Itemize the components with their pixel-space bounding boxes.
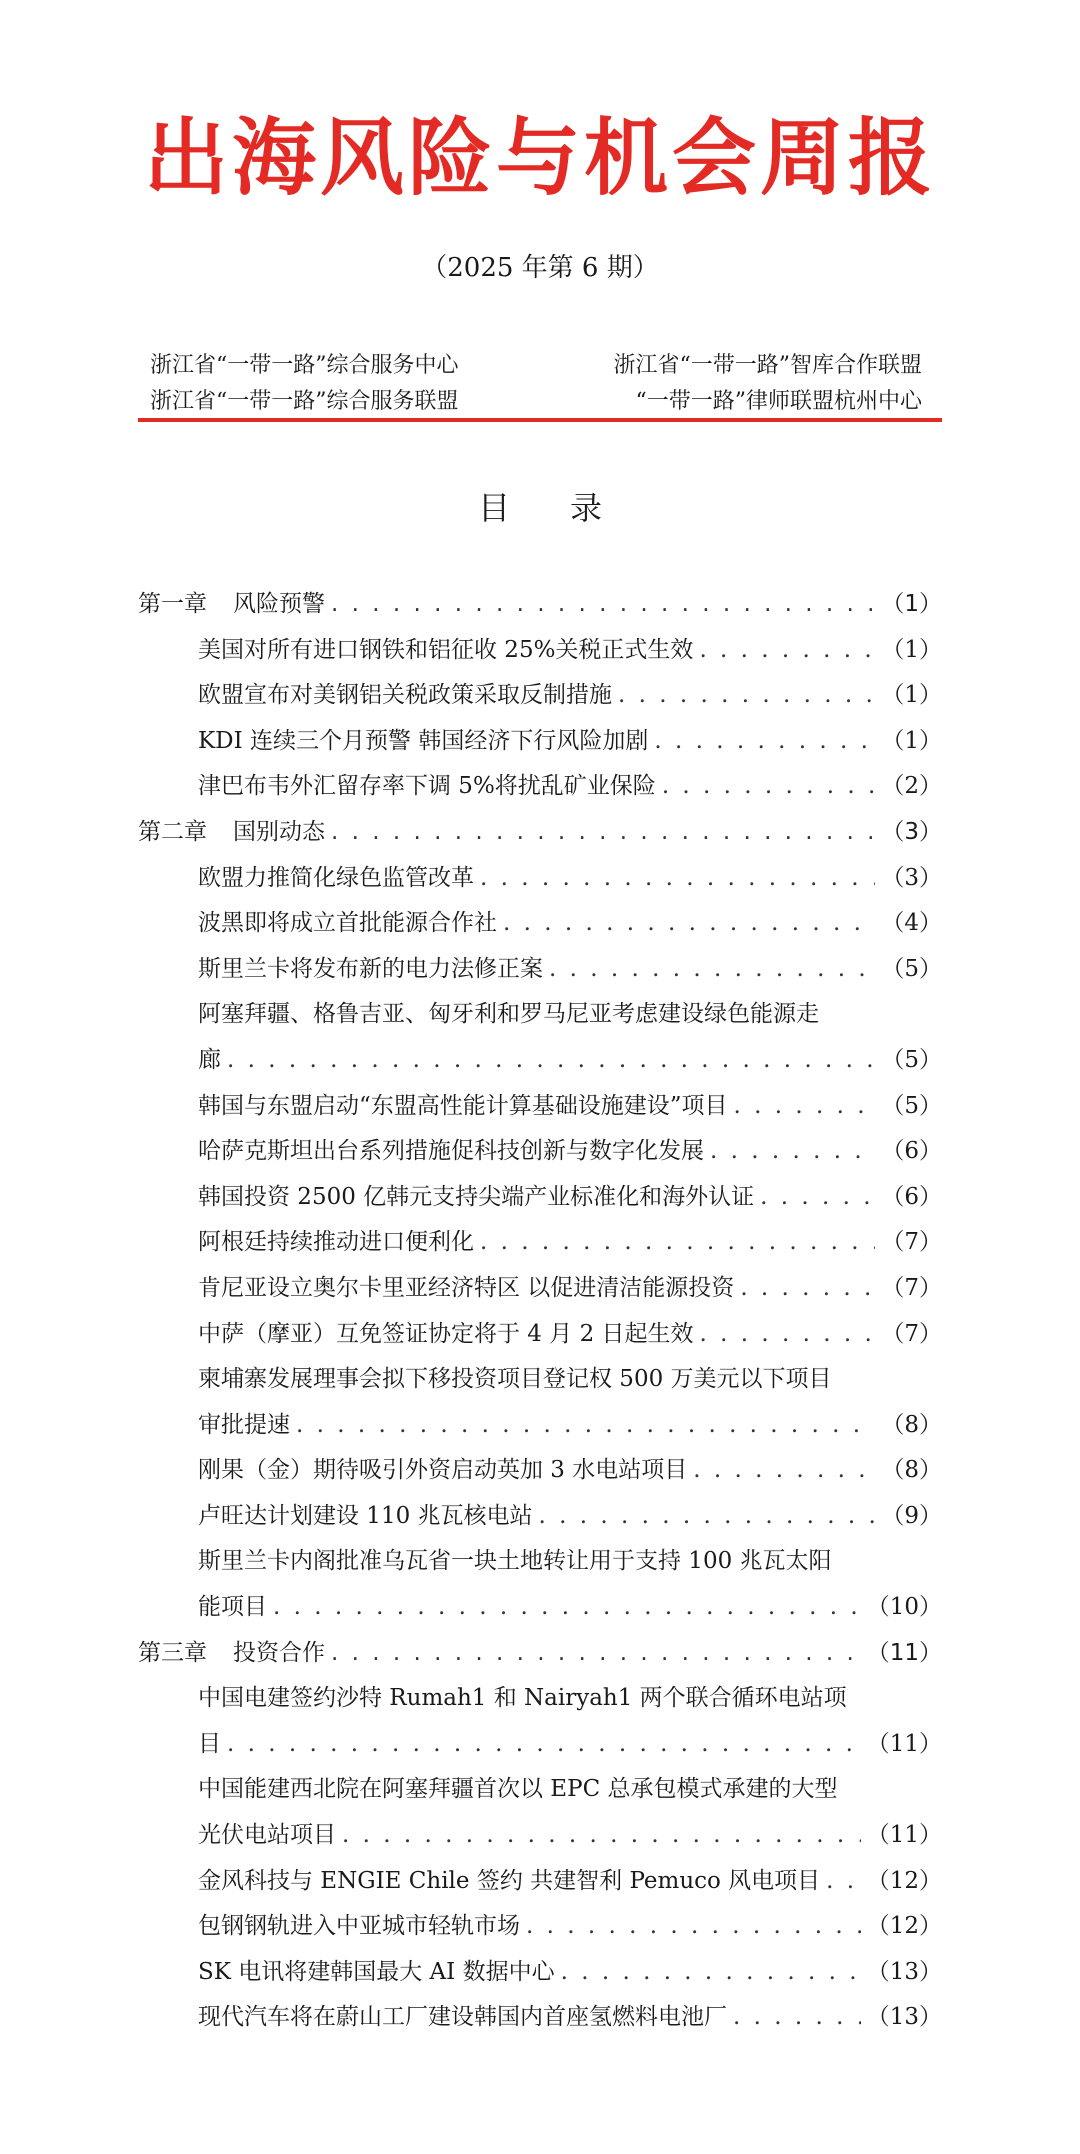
entry-title: 中国电建签约沙特 Rumah1 和 Nairyah1 两个联合循环电站项 bbox=[198, 1685, 847, 1712]
toc-entry-row[interactable] bbox=[138, 673, 942, 719]
page-number: （12） bbox=[866, 1867, 942, 1894]
toc-heading-char-1: 目 bbox=[477, 489, 570, 527]
dot-leader bbox=[700, 1312, 876, 1358]
dot-leader bbox=[480, 1220, 875, 1266]
toc-entry-row[interactable] bbox=[138, 1950, 942, 1996]
toc-entry-row[interactable] bbox=[138, 1813, 942, 1859]
page-number: （11） bbox=[866, 1822, 942, 1849]
page-number: （13） bbox=[866, 2004, 942, 2031]
page-number: （10） bbox=[866, 1594, 942, 1621]
dot-leader bbox=[227, 1038, 875, 1084]
dot-leader bbox=[760, 1175, 875, 1221]
toc-entry-row[interactable] bbox=[138, 764, 942, 810]
dot-leader bbox=[480, 856, 875, 902]
page-number: （13） bbox=[866, 1958, 942, 1985]
toc-entry-row[interactable] bbox=[138, 1403, 942, 1449]
entry-title: 韩国投资 2500 亿韩元支持尖端产业标准化和海外认证 bbox=[198, 1183, 755, 1210]
entry-title: 斯里兰卡将发布新的电力法修正案 bbox=[198, 955, 543, 982]
page-number: （9） bbox=[881, 1502, 942, 1529]
chapter-number: 第一章 bbox=[138, 591, 207, 617]
page-number: （1） bbox=[881, 636, 942, 663]
page-number: （11） bbox=[866, 1730, 942, 1757]
chapter-title: 投资合作 bbox=[233, 1639, 325, 1666]
toc-heading-char-2: 录 bbox=[570, 489, 663, 527]
toc-heading bbox=[0, 485, 1080, 531]
dot-leader bbox=[273, 1585, 861, 1631]
entry-title: KDI 连续三个月预警 韩国经济下行风险加剧 bbox=[198, 727, 649, 754]
entry-title: 审批提速 bbox=[198, 1411, 290, 1438]
page-number: （1） bbox=[881, 682, 942, 709]
toc-entry-row[interactable] bbox=[138, 856, 942, 902]
report-title: 出海风险与机会周报 bbox=[143, 108, 936, 207]
page-number: （4） bbox=[881, 910, 942, 937]
toc-chapter-row[interactable] bbox=[138, 810, 942, 856]
entry-title: 肯尼亚设立奥尔卡里亚经济特区 以促进清洁能源投资 bbox=[198, 1274, 735, 1301]
page-number: （5） bbox=[881, 955, 942, 982]
page-number: （5） bbox=[881, 1046, 942, 1073]
dot-leader bbox=[710, 1129, 875, 1175]
dot-leader bbox=[826, 1859, 861, 1905]
dot-leader bbox=[549, 947, 875, 993]
entry-title: 哈萨克斯坦出台系列措施促科技创新与数字化发展 bbox=[198, 1138, 704, 1165]
toc-entry-row[interactable] bbox=[138, 1129, 942, 1175]
dot-leader bbox=[734, 1084, 876, 1130]
page-number: （12） bbox=[866, 1913, 942, 1940]
toc-entry-row[interactable] bbox=[138, 1266, 942, 1312]
entry-title: 中国能建西北院在阿塞拜疆首次以 EPC 总承包模式承建的大型 bbox=[198, 1776, 838, 1803]
dot-leader bbox=[503, 901, 875, 947]
toc-entry-row[interactable] bbox=[138, 1585, 942, 1631]
toc-entry-row[interactable] bbox=[138, 628, 942, 674]
dot-leader bbox=[539, 1494, 876, 1540]
org-right-2: “一带一路”律师联盟杭州中心 bbox=[635, 389, 922, 414]
issue-number: （2025 年第 6 期） bbox=[421, 253, 659, 283]
toc-entry-row[interactable] bbox=[138, 1767, 942, 1813]
chapter-title: 风险预警 bbox=[233, 591, 325, 617]
dot-leader bbox=[662, 764, 876, 810]
page-number: （1） bbox=[881, 591, 942, 617]
dot-leader bbox=[733, 1995, 861, 2041]
toc-entry-row[interactable] bbox=[138, 992, 942, 1038]
dot-leader bbox=[740, 1266, 875, 1312]
dot-leader bbox=[296, 1403, 875, 1449]
page-number: （3） bbox=[881, 818, 942, 845]
chapter-number: 第二章 bbox=[138, 818, 207, 845]
entry-title: 津巴布韦外汇留存率下调 5%将扰乱矿业保险 bbox=[198, 773, 656, 800]
entry-title: 刚果（金）期待吸引外资启动英加 3 水电站项目 bbox=[198, 1457, 688, 1484]
org-right-1: 浙江省“一带一路”智库合作联盟 bbox=[613, 353, 922, 378]
toc-entry-row[interactable] bbox=[138, 1220, 942, 1266]
entry-title: 阿塞拜疆、格鲁吉亚、匈牙利和罗马尼亚考虑建设绿色能源走 bbox=[198, 1001, 819, 1028]
entry-title: 美国对所有进口钢铁和铝征收 25%关税正式生效 bbox=[198, 636, 694, 663]
page-number: （8） bbox=[881, 1457, 942, 1484]
page-number: （6） bbox=[881, 1138, 942, 1165]
toc-entry-row[interactable] bbox=[138, 1539, 942, 1585]
table-of-contents bbox=[138, 582, 942, 2041]
entry-title: 能项目 bbox=[198, 1594, 267, 1621]
dot-leader bbox=[699, 628, 875, 674]
toc-entry-row[interactable] bbox=[138, 1676, 942, 1722]
entry-title: 韩国与东盟启动“东盟高性能计算基础设施建设”项目 bbox=[198, 1092, 728, 1119]
org-left-1: 浙江省“一带一路”综合服务中心 bbox=[150, 353, 459, 378]
chapter-title: 国别动态 bbox=[233, 818, 325, 845]
entry-title: 欧盟宣布对美钢铝关税政策采取反制措施 bbox=[198, 682, 612, 709]
toc-entry-row[interactable] bbox=[138, 1312, 942, 1358]
chapter-number: 第三章 bbox=[138, 1639, 207, 1666]
toc-entry-row[interactable] bbox=[138, 1859, 942, 1905]
entry-title: 斯里兰卡内阁批准乌瓦省一块土地转让用于支持 100 兆瓦太阳 bbox=[198, 1548, 832, 1575]
dot-leader bbox=[342, 1813, 861, 1859]
toc-entry-row[interactable] bbox=[138, 947, 942, 993]
page-number: （5） bbox=[881, 1092, 942, 1119]
page-number: （6） bbox=[881, 1183, 942, 1210]
entry-title: 现代汽车将在蔚山工厂建设韩国内首座氢燃料电池厂 bbox=[198, 2004, 727, 2031]
entry-title: 欧盟力推简化绿色监管改革 bbox=[198, 864, 474, 891]
entry-title: 波黑即将成立首批能源合作社 bbox=[198, 910, 497, 937]
toc-entry-row[interactable] bbox=[138, 1175, 942, 1221]
entry-title: SK 电讯将建韩国最大 AI 数据中心 bbox=[198, 1958, 555, 1985]
dot-leader bbox=[526, 1904, 861, 1950]
dot-leader bbox=[331, 582, 875, 628]
toc-entry-row[interactable] bbox=[138, 1038, 942, 1084]
dot-leader bbox=[693, 1448, 875, 1494]
toc-entry-row[interactable] bbox=[138, 1357, 942, 1403]
toc-chapter-row[interactable] bbox=[138, 582, 942, 628]
dot-leader bbox=[561, 1950, 861, 1996]
toc-chapter-row[interactable] bbox=[138, 1631, 942, 1677]
dot-leader bbox=[227, 1722, 861, 1768]
toc-entry-row[interactable] bbox=[138, 1722, 942, 1768]
toc-entry-row[interactable] bbox=[138, 1448, 942, 1494]
toc-entry-row[interactable] bbox=[138, 1904, 942, 1950]
page-number: （3） bbox=[881, 864, 942, 891]
toc-entry-row[interactable] bbox=[138, 719, 942, 765]
dot-leader bbox=[618, 673, 875, 719]
entry-title: 目 bbox=[198, 1730, 221, 1757]
entry-title: 阿根廷持续推动进口便利化 bbox=[198, 1229, 474, 1256]
page-number: （2） bbox=[881, 773, 942, 800]
entry-title: 包钢钢轨进入中亚城市轻轨市场 bbox=[198, 1913, 520, 1940]
page-number: （7） bbox=[881, 1320, 942, 1347]
entry-title: 卢旺达计划建设 110 兆瓦核电站 bbox=[198, 1502, 533, 1529]
toc-entry-row[interactable] bbox=[138, 901, 942, 947]
toc-entry-row[interactable] bbox=[138, 1084, 942, 1130]
entry-title: 光伏电站项目 bbox=[198, 1822, 336, 1849]
toc-entry-row[interactable] bbox=[138, 1995, 942, 2041]
org-left-2: 浙江省“一带一路”综合服务联盟 bbox=[150, 389, 459, 414]
header-divider bbox=[138, 418, 942, 422]
entry-title: 廊 bbox=[198, 1046, 221, 1073]
page-number: （8） bbox=[881, 1411, 942, 1438]
page-number: （11） bbox=[866, 1639, 942, 1666]
entry-title: 中萨（摩亚）互免签证协定将于 4 月 2 日起生效 bbox=[198, 1320, 694, 1347]
page-number: （7） bbox=[881, 1274, 942, 1301]
entry-title: 金风科技与 ENGIE Chile 签约 共建智利 Pemuco 风电项目 bbox=[198, 1867, 821, 1894]
page-number: （1） bbox=[881, 727, 942, 754]
dot-leader bbox=[331, 810, 875, 856]
page-number: （7） bbox=[881, 1229, 942, 1256]
entry-title: 柬埔寨发展理事会拟下移投资项目登记权 500 万美元以下项目 bbox=[198, 1366, 832, 1393]
dot-leader bbox=[331, 1631, 861, 1677]
dot-leader bbox=[654, 719, 875, 765]
toc-entry-row[interactable] bbox=[138, 1494, 942, 1540]
